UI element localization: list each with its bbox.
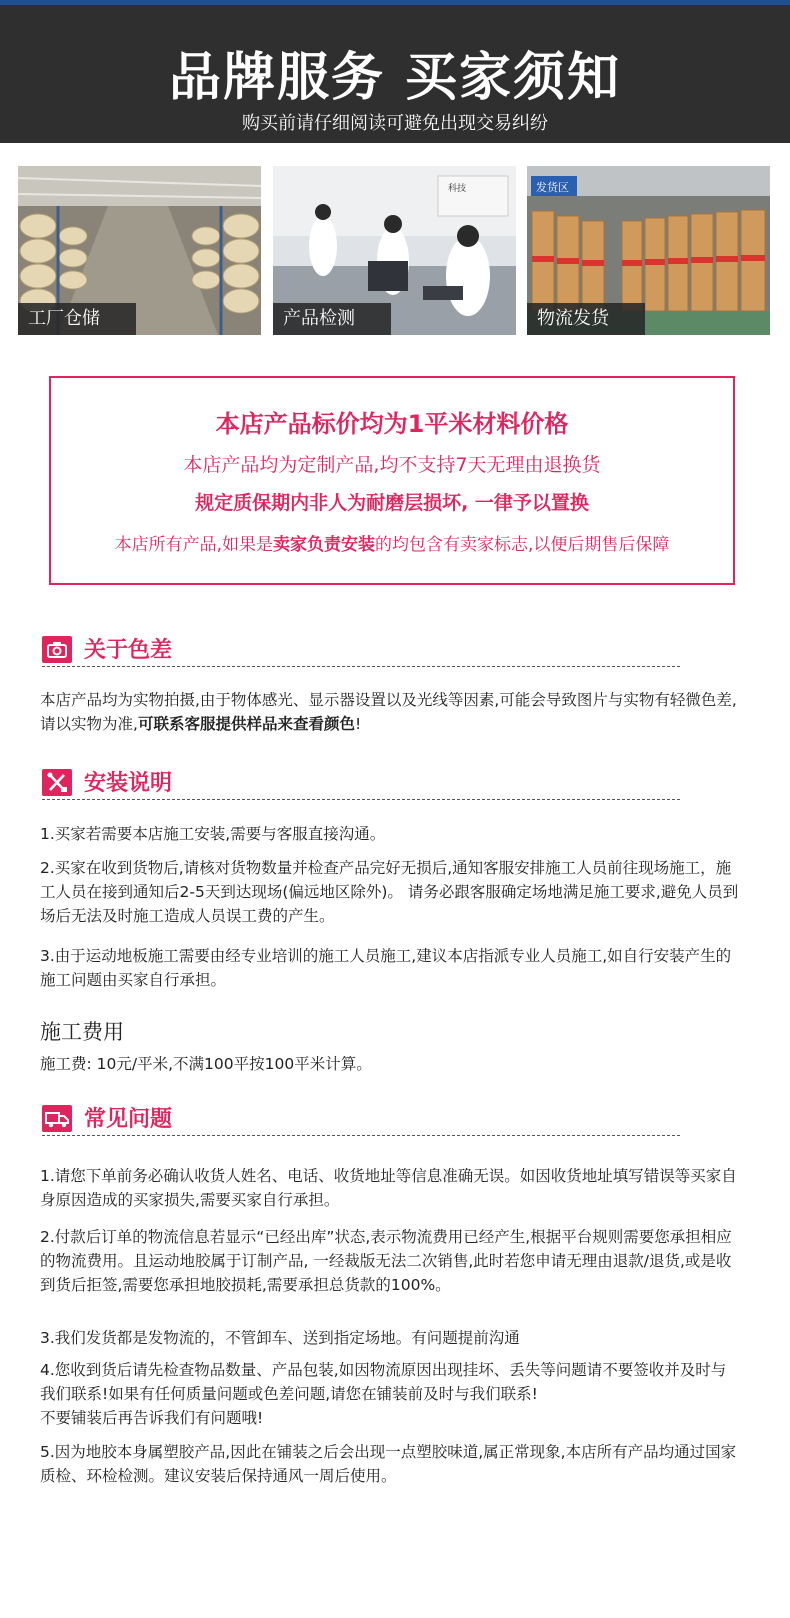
section-header-color-difference (42, 633, 680, 667)
section-header-installation (42, 766, 680, 800)
notice-installer-mark-line: 本店所有产品,如果是卖家负责安装的均包含有卖家标志,以便后期售后保障 (114, 535, 670, 555)
color-difference-text: 本店产品均为实物拍摄,由于物体感光、显示器设置以及光线等因素,可能会导致图片与实物有轻微色差,请以实物为准,可联系客服提供样品来查看颜色! (40, 691, 737, 733)
photo-product-testing (273, 166, 516, 335)
camera-icon (42, 636, 72, 663)
pricing-notice-box (49, 376, 735, 585)
notice-warranty-line: 规定质保期内非人为耐磨层损坏, 一律予以置换 (195, 492, 589, 514)
faq-item-3: 3.我们发货都是发物流的，不管卸车、送到指定场地。有问题提前沟通 (40, 1329, 520, 1347)
section-title: 关于色差 (84, 638, 173, 663)
page-title: 品牌服务 买家须知 (168, 48, 622, 108)
photo-factory-warehouse (18, 166, 261, 335)
photo-caption: 产品检测 (273, 303, 391, 335)
svg-text:科技: 科技 (448, 184, 467, 194)
faq-item-4: 4.您收到货后请先检查物品数量、产品包装,如因物流原因出现挂坏、丢失等问题请不要签收并及时与我们联系!如果有任何质量问题或色差问题,请您在铺装前及时与我们联系! (40, 1361, 727, 1403)
install-item-2: 2.买家在收到货物后,请核对货物数量并检查产品完好无损后,通知客服安排施工人员前往现场施工，施工人员在接到通知后2-5天到达现场(偏远地区除外)。 请务必跟客服确定场地满足施工要求,避免人员到场后无法及时施工造成人员误工费的产生。 (40, 859, 739, 925)
page-header (0, 0, 790, 143)
section-title: 安装说明 (84, 771, 173, 796)
notice-no-return-line: 本店产品均为定制产品,均不支持7天无理由退换货 (183, 454, 601, 476)
installation-fee-text: 施工费: 10元/平米,不满100平按100平米计算。 (40, 1055, 372, 1073)
installation-fee-title: 施工费用 (40, 1020, 124, 1044)
tools-icon (42, 769, 72, 796)
photo-caption: 物流发货 (527, 303, 645, 335)
photo-caption: 工厂仓储 (18, 303, 136, 335)
svg-text:发货区: 发货区 (536, 181, 569, 194)
install-item-3: 3.由于运动地板施工需要由经专业培训的施工人员施工,建议本店指派专业人员施工,如自行安装产生的施工问题由买家自行承担。 (40, 947, 732, 989)
install-item-1: 1.买家若需要本店施工安装,需要与客服直接沟通。 (40, 825, 386, 843)
photo-logistics-shipping (527, 166, 770, 335)
faq-item-5: 5.因为地胶本身属塑胶产品,因此在铺装之后会出现一点塑胶味道,属正常现象,本店所有产品均通过国家质检、环检检测。建议安装后保持通风一周后使用。 (40, 1443, 737, 1485)
faq-item-1: 1.请您下单前务必确认收货人姓名、电话、收货地址等信息准确无误。如因收货地址填写错误等买家自身原因造成的买家损失,需要买家自行承担。 (40, 1167, 737, 1209)
section-header-faq (42, 1102, 680, 1136)
faq-item-2: 2.付款后订单的物流信息若显示“已经出库”状态,表示物流费用已经产生,根据平台规则需要您承担相应的物流费用。且运动地胶属于订制产品, 一经裁版无法二次销售,此时若您申请无理由退款/退货,或是收到货后拒签,需要您承担地胶损耗,需要承担总货款的100%。 (40, 1228, 732, 1294)
delivery-truck-icon (42, 1105, 72, 1132)
page-subtitle: 购买前请仔细阅读可避免出现交易纠纷 (242, 113, 548, 134)
section-title: 常见问题 (84, 1107, 173, 1132)
notice-price-line: 本店产品标价均为1平米材料价格 (215, 410, 569, 438)
faq-item-4-note: 不要铺装后再告诉我们有问题哦! (40, 1409, 264, 1427)
